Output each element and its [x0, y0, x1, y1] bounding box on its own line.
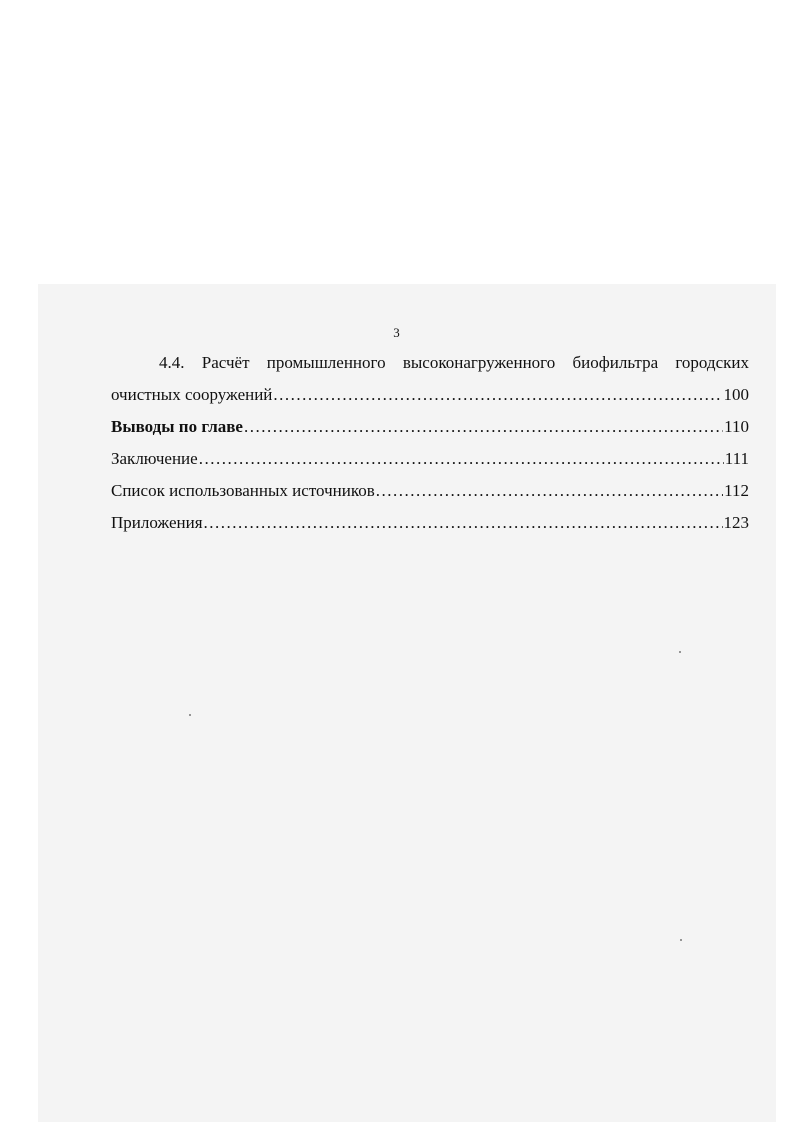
- page-number: 3: [393, 325, 400, 340]
- dot-leader: [199, 443, 724, 475]
- toc-entry-conclusions-label: Выводы по главе: [111, 417, 243, 436]
- toc-entry-4-4-page: 100: [723, 385, 749, 404]
- toc-entry-sources-label: Список использованных источников: [111, 481, 375, 500]
- toc-entry-final-label: Заключение: [111, 449, 198, 468]
- toc-entry-final: [111, 443, 749, 475]
- dot-leader: [244, 411, 723, 443]
- dot-leader: [273, 379, 722, 411]
- scan-speck: [189, 714, 191, 716]
- toc-entry-sources-page: 112: [724, 481, 749, 500]
- toc-entry-appendices: [111, 507, 749, 539]
- table-of-contents: [111, 347, 749, 539]
- scan-speck: [679, 651, 681, 653]
- toc-entry-conclusions: [111, 411, 749, 443]
- toc-entry-appendices-label: Приложения: [111, 513, 203, 532]
- toc-entry-appendices-page: 123: [723, 513, 749, 532]
- toc-entry-4-4-title: 4.4. Расчёт промышленного высоконагруженного биофильтра городских: [159, 353, 749, 372]
- toc-entry-conclusions-page: 110: [724, 417, 749, 436]
- scan-speck: [680, 939, 682, 941]
- toc-entry-sources: [111, 475, 749, 507]
- dot-leader: [204, 507, 723, 539]
- dot-leader: [376, 475, 723, 507]
- toc-entry-final-page: 111: [724, 449, 749, 468]
- toc-entry-4-4-label: очистных сооружений: [111, 385, 273, 404]
- toc-entry-4-4: [111, 379, 749, 411]
